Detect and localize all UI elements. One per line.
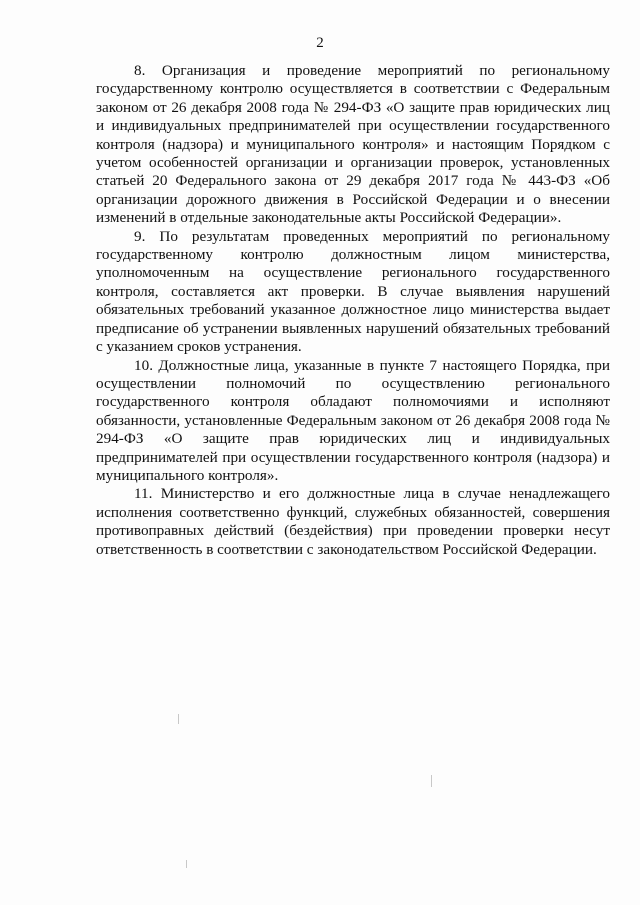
paragraph-8: 8. Организация и проведение мероприятий по региональному государственному контролю осуществляется в соответствии с Федеральным законом от 26 декабря 2008 года № 294-ФЗ «О защите прав юридических лиц и индивидуальных предпринимателей при осуществлении государственного контроля (надзора) и муниципального контроля» и настоящим Порядком с учетом особенностей организации и организации проверок, установленных статьей 20 Федерального закона от 29 декабря 2017 года № 443-ФЗ «Об организации дорожного движения в Российской Федерации и о внесении изменений в отдельные законодательные акты Российской Федерации».	[96, 62, 610, 227]
page-number: 2	[316, 35, 324, 51]
scan-artifact-line	[431, 775, 432, 787]
paragraph-11: 11. Министерство и его должностные лица в случае ненадлежащего исполнения соответственно функций, служебных обязанностей, совершения противоправных действий (бездействия) при проведении проверки несут ответственность в соответствии с законодательством Российской Федерации.	[96, 485, 610, 558]
document-body	[96, 62, 610, 559]
scan-artifact-line	[186, 860, 187, 868]
paragraph-9: 9. По результатам проведенных мероприятий по региональному государственному контролю должностным лицом министерства, уполномоченным на осуществление регионального государственного контроля, составляется акт проверки. В случае выявления нарушений обязательных требований указанное должностное лицо министерства выдает предписание об устранении выявленных нарушений обязательных требований с указанием сроков устранения.	[96, 227, 610, 356]
paragraph-10: 10. Должностные лица, указанные в пункте 7 настоящего Порядка, при осуществлении полномочий по осуществлению регионального государственного контроля обладают полномочиями и исполняют обязанности, установленные Федеральным законом от 26 декабря 2008 года № 294-ФЗ «О защите прав юридических лиц и индивидуальных предпринимателей при осуществлении государственного контроля (надзора) и муниципального контроля».	[96, 356, 610, 484]
scan-artifact-line	[178, 714, 179, 724]
